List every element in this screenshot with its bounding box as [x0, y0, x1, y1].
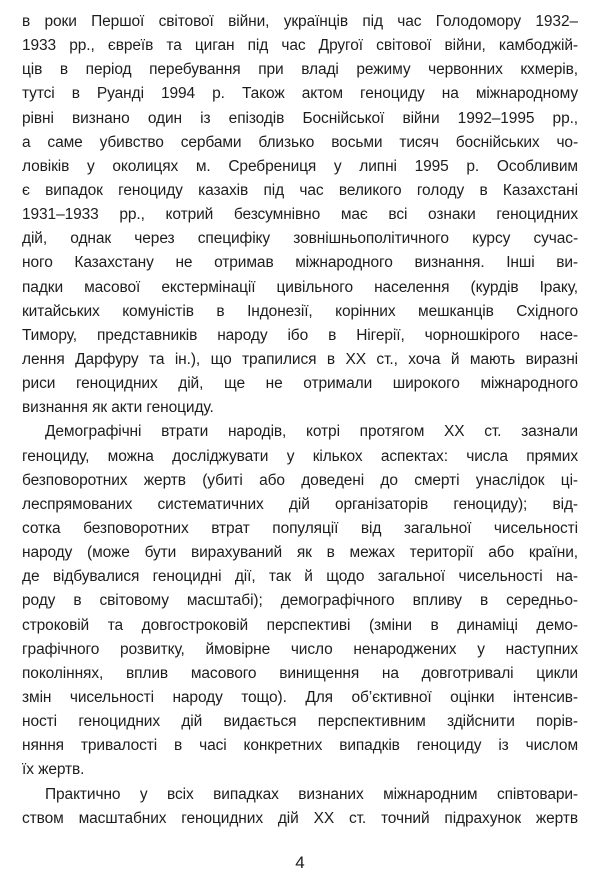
text-line: строковій та довгостроковій перспективі (зміни в динаміці демо- [22, 616, 578, 634]
text-line: ного Казахстану не отримав міжнародного визнання. Інші ви- [22, 254, 578, 272]
text-line: визнання як акти геноциду. [22, 399, 214, 417]
text-line: безповоротних жертв (убиті або доведені до смерті унаслідок ці- [22, 471, 578, 489]
page-body [22, 10, 578, 831]
text-line: тутсі в Руанді 1994 р. Також актом геноциду на міжнародному [22, 85, 578, 103]
text-line: Практично у всіх випадках визнаних міжнародним співтовари- [45, 785, 578, 803]
text-line: 1931–1933 рр., котрий безсумнівно має всі ознаки геноцидних [22, 206, 578, 224]
text-line: лення Дарфуру та ін.), що трапилися в ХХ ст., хоча й мають виразні [22, 350, 578, 368]
text-line: народу (може бути вирахуваний як в межах території або країни, [22, 544, 578, 562]
text-line: графічного розвитку, ймовірне число ненароджених у наступних [22, 640, 578, 658]
text-line: геноциду, можна досліджувати у кількох аспектах: числа прямих [22, 447, 578, 465]
text-line: рівні визнано один із епізодів Боснійської війни 1992–1995 рр., [22, 109, 578, 127]
text-line: леспрямованих систематичних дій організаторів геноциду); від- [22, 495, 578, 513]
text-line: Тимору, представників народу ібо в Нігерії, чорношкірого насе- [22, 326, 578, 344]
text-line: дій, однак через специфіку зовнішньополітичного курсу сучас- [22, 230, 578, 248]
text-line: 1933 рр., євреїв та циган під час Другої світової війни, камбоджій- [22, 37, 578, 55]
text-line: їх жертв. [22, 761, 85, 779]
text-line: китайських комуністів в Індонезії, корінних мешканців Східного [22, 302, 578, 320]
text-line: а саме убивство сербами близько восьми тисяч боснійських чо- [22, 133, 578, 151]
text-line: в роки Першої світової війни, українців під час Голодомору 1932– [22, 13, 578, 30]
text-line: риси геноцидних дій, ще не отримали широкого міжнародного [22, 375, 578, 393]
text-line: сотка безповоротних втрат популяції від загальної чисельності [22, 519, 578, 537]
text-line: де відбувалися геноцидні дії, так й щодо загальної чисельності на- [22, 568, 578, 586]
page-number: 4 [295, 853, 305, 872]
text-line: ців в період перебування при владі режиму червонних кхмерів, [22, 61, 578, 79]
text-line: Демографічні втрати народів, котрі протягом ХХ ст. зазнали [45, 423, 578, 441]
text-line: ловіків у околицях м. Сребрениця у липні 1995 р. Особливим [22, 157, 578, 175]
text-line: роду в світовому масштабі); демографічного впливу в середньо- [22, 592, 578, 610]
text-line: є випадок геноциду казахів під час великого голоду в Казахстані [22, 181, 578, 199]
text-line: змін чисельності народу тощо). Для об’єктивної оцінки інтенсив- [22, 688, 578, 706]
text-line: ності геноцидних дій видається перспективним здійснити порів- [22, 713, 578, 731]
text-line: падки масової екстермінації цивільного населення (курдів Іраку, [22, 278, 578, 296]
text-line: ством масштабних геноцидних дій ХХ ст. точний підрахунок жертв [22, 809, 578, 827]
text-line: поколіннях, вплив масового винищення на довготривалі цикли [22, 664, 578, 682]
text-line: няння тривалості в часі конкретних випадків геноциду із числом [22, 737, 578, 755]
